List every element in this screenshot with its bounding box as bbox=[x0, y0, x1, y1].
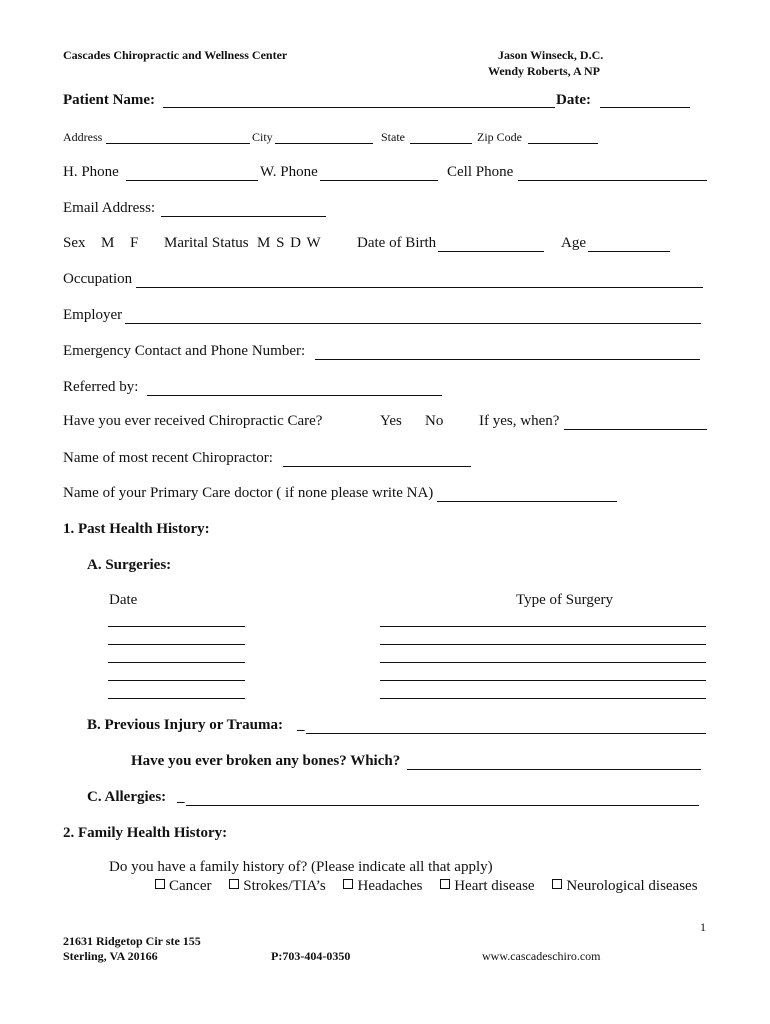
surgery-type-column: Type of Surgery bbox=[516, 592, 613, 608]
sex-option-m[interactable]: M bbox=[101, 235, 115, 251]
provider-name-2: Wendy Roberts, A NP bbox=[488, 64, 601, 78]
age-label: Age bbox=[561, 235, 586, 251]
family-option-label: Strokes/TIA’s bbox=[243, 878, 326, 894]
age-field[interactable] bbox=[588, 251, 670, 252]
provider-name-1: Jason Winseck, D.C. bbox=[498, 48, 604, 62]
date-of-birth-label: Date of Birth bbox=[357, 235, 437, 251]
family-option-strokes[interactable] bbox=[229, 878, 326, 894]
surgery-type-field[interactable] bbox=[380, 680, 706, 681]
family-history-options bbox=[155, 878, 698, 895]
family-option-label: Neurological diseases bbox=[566, 878, 698, 894]
home-phone-field[interactable] bbox=[126, 180, 258, 181]
clinic-name: Cascades Chiropractic and Wellness Center bbox=[63, 48, 288, 62]
marital-status-options[interactable]: M S D W bbox=[257, 235, 321, 251]
date-label: Date: bbox=[556, 92, 591, 108]
broken-bones-field[interactable] bbox=[407, 769, 701, 770]
zip-code-field[interactable] bbox=[528, 143, 598, 144]
if-yes-when-field[interactable] bbox=[564, 429, 707, 430]
if-yes-when-label: If yes, when? bbox=[479, 413, 560, 429]
occupation-label: Occupation bbox=[63, 271, 133, 287]
previous-injury-prefix: _ bbox=[297, 717, 305, 733]
emergency-contact-label: Emergency Contact and Phone Number: bbox=[63, 343, 306, 359]
surgery-date-column: Date bbox=[109, 592, 138, 608]
city-label: City bbox=[252, 130, 273, 144]
primary-care-field[interactable] bbox=[437, 501, 617, 502]
surgery-date-field[interactable] bbox=[108, 662, 245, 663]
page-number: 1 bbox=[700, 920, 706, 934]
surgery-date-field[interactable] bbox=[108, 626, 245, 627]
checkbox-icon[interactable] bbox=[155, 879, 165, 889]
work-phone-field[interactable] bbox=[320, 180, 438, 181]
employer-field[interactable] bbox=[125, 323, 701, 324]
state-field[interactable] bbox=[410, 143, 472, 144]
recent-chiropractor-label: Name of most recent Chiropractor: bbox=[63, 450, 273, 466]
family-option-label: Heart disease bbox=[454, 878, 535, 894]
family-option-label: Cancer bbox=[169, 878, 212, 894]
previous-injury-field[interactable] bbox=[306, 733, 706, 734]
past-health-history-heading: 1. Past Health History: bbox=[63, 521, 210, 537]
family-option-heart-disease[interactable] bbox=[440, 878, 534, 894]
allergies-prefix: _ bbox=[177, 789, 185, 805]
family-option-headaches[interactable] bbox=[343, 878, 422, 894]
footer-address-line-1: 21631 Ridgetop Cir ste 155 bbox=[63, 934, 201, 948]
zip-code-label: Zip Code bbox=[477, 130, 522, 144]
footer-website[interactable]: www.cascadeschiro.com bbox=[482, 949, 601, 963]
home-phone-label: H. Phone bbox=[63, 164, 119, 180]
surgeries-heading: A. Surgeries: bbox=[87, 557, 172, 573]
address-field[interactable] bbox=[106, 143, 250, 144]
occupation-field[interactable] bbox=[136, 287, 703, 288]
previous-injury-label: B. Previous Injury or Trauma: bbox=[87, 717, 283, 733]
surgery-type-field[interactable] bbox=[380, 626, 706, 627]
chiropractic-care-yes[interactable]: Yes bbox=[380, 413, 402, 429]
allergies-label: C. Allergies: bbox=[87, 789, 167, 805]
checkbox-icon[interactable] bbox=[229, 879, 239, 889]
footer-phone: P:703-404-0350 bbox=[271, 949, 351, 963]
recent-chiropractor-field[interactable] bbox=[283, 466, 471, 467]
checkbox-icon[interactable] bbox=[552, 879, 562, 889]
checkbox-icon[interactable] bbox=[343, 879, 353, 889]
email-label: Email Address: bbox=[63, 200, 156, 216]
work-phone-label: W. Phone bbox=[260, 164, 318, 180]
allergies-field[interactable] bbox=[186, 805, 699, 806]
cell-phone-label: Cell Phone bbox=[447, 164, 514, 180]
broken-bones-question: Have you ever broken any bones? Which? bbox=[131, 753, 401, 769]
patient-name-field[interactable] bbox=[163, 107, 555, 108]
surgery-type-field[interactable] bbox=[380, 662, 706, 663]
family-option-neurological[interactable] bbox=[552, 878, 697, 894]
employer-label: Employer bbox=[63, 307, 123, 323]
referred-by-field[interactable] bbox=[147, 395, 442, 396]
footer-address-line-2: Sterling, VA 20166 bbox=[63, 949, 158, 963]
email-field[interactable] bbox=[161, 216, 326, 217]
checkbox-icon[interactable] bbox=[440, 879, 450, 889]
referred-by-label: Referred by: bbox=[63, 379, 139, 395]
sex-label: Sex bbox=[63, 235, 86, 251]
surgery-date-field[interactable] bbox=[108, 698, 245, 699]
surgery-date-field[interactable] bbox=[108, 644, 245, 645]
chiropractic-care-no[interactable]: No bbox=[425, 413, 444, 429]
emergency-contact-field[interactable] bbox=[315, 359, 700, 360]
family-option-label: Headaches bbox=[357, 878, 423, 894]
surgery-type-field[interactable] bbox=[380, 698, 706, 699]
city-field[interactable] bbox=[275, 143, 373, 144]
primary-care-label: Name of your Primary Care doctor ( if none please write NA) bbox=[63, 485, 434, 501]
marital-status-label: Marital Status bbox=[164, 235, 249, 251]
cell-phone-field[interactable] bbox=[518, 180, 707, 181]
surgery-type-field[interactable] bbox=[380, 644, 706, 645]
family-history-question: Do you have a family history of? (Please indicate all that apply) bbox=[109, 859, 493, 875]
family-health-history-heading: 2. Family Health History: bbox=[63, 825, 228, 841]
family-option-cancer[interactable] bbox=[155, 878, 211, 894]
date-field[interactable] bbox=[600, 107, 690, 108]
chiropractic-care-question: Have you ever received Chiropractic Care? bbox=[63, 413, 323, 429]
address-label: Address bbox=[63, 130, 103, 144]
state-label: State bbox=[381, 130, 405, 144]
sex-option-f[interactable]: F bbox=[130, 235, 139, 251]
date-of-birth-field[interactable] bbox=[438, 251, 544, 252]
patient-name-label: Patient Name: bbox=[63, 92, 156, 108]
surgery-date-field[interactable] bbox=[108, 680, 245, 681]
